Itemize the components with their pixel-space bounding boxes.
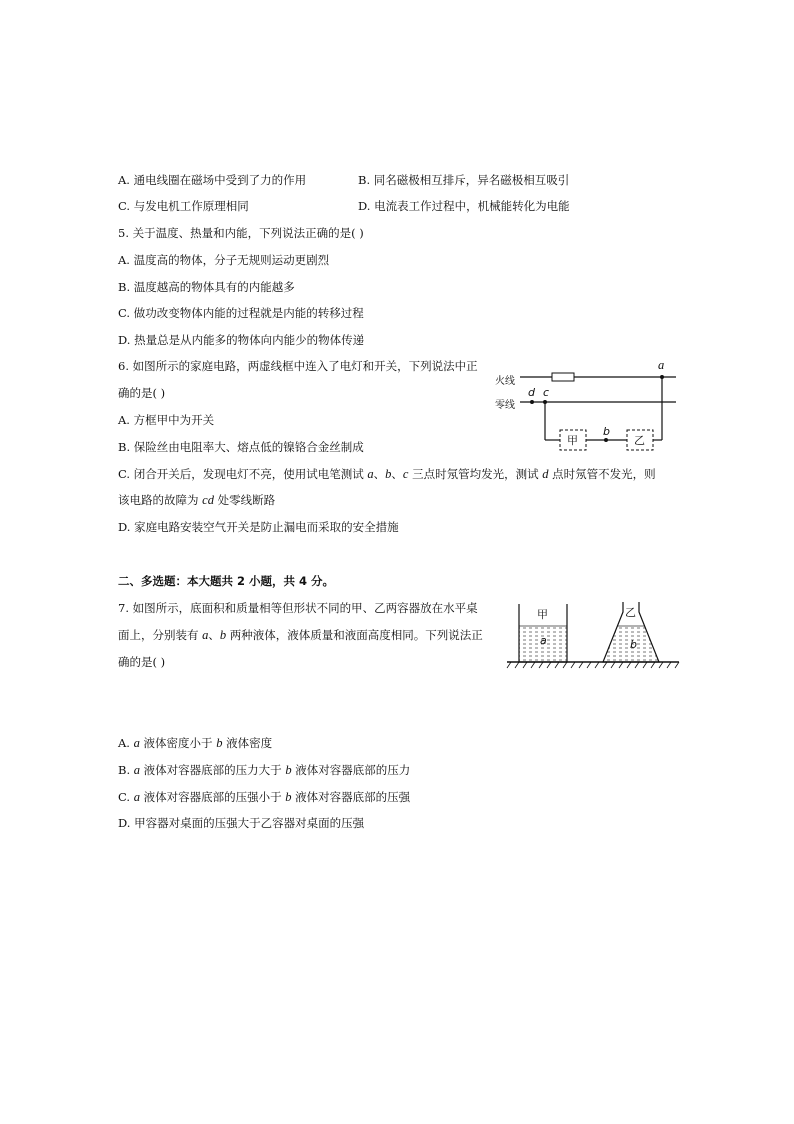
q7-option-d: D. 甲容器对桌面的压强大于乙容器对桌面的压强 (118, 816, 365, 830)
container-jia-label: 甲 (537, 608, 548, 621)
q6-option-d: D. 家庭电路安装空气开关是防止漏电而采取的安全措施 (118, 520, 399, 534)
q4-option-c: C. 与发电机工作原理相同 (118, 199, 249, 213)
q7-s2-text-1: 面上，分别装有 (118, 628, 203, 642)
q7-a-suffix: 液体密度 (222, 736, 273, 750)
q6-c2-text-1: 该电路的故障为 (118, 493, 203, 507)
q7-s2-var-b: b (219, 628, 227, 642)
q7-b-var-b: b (285, 763, 292, 777)
q6-c-var-a: a (367, 467, 374, 481)
q7-b-suffix: 液体对容器底部的压力 (291, 763, 411, 777)
q6-c-var-b: b (385, 467, 392, 481)
q7-c-var-a: a (133, 790, 140, 804)
q7-c-text: 液体对容器底部的压强小于 (139, 790, 286, 804)
neutral-wire-label: 零线 (495, 400, 515, 411)
point-a-label: a (658, 358, 665, 372)
q6-c-var-d: d (542, 467, 549, 481)
q7-stem-line2 (118, 627, 483, 643)
q6-c-var-c: c (402, 467, 409, 481)
q6-c-sep-1: 、 (373, 467, 386, 481)
q7-b-var-a: a (133, 763, 141, 777)
box-yi-label: 乙 (634, 434, 645, 447)
q7-s2-sep: 、 (208, 628, 220, 642)
box-jia-label: 甲 (567, 434, 578, 447)
q5-option-d: D. 热量总是从内能多的物体向内能少的物体传递 (118, 333, 365, 347)
point-c-label: c (543, 386, 550, 399)
q7-option-c (118, 789, 410, 805)
q6-c-text-3: 点时氖管不发光，则 (548, 467, 656, 481)
table-hatching (507, 662, 679, 668)
q7-a-var-b: b (216, 736, 223, 750)
liquid-b-label: b (630, 638, 637, 651)
q6-stem-line2: 确的是( ) (118, 386, 166, 400)
q4-option-b: B. 同名磁极相互排斥，异名磁极相互吸引 (358, 173, 570, 187)
q6-c-text-2: 三点时氖管均发光，测试 (408, 467, 543, 481)
live-wire-label: 火线 (495, 376, 515, 387)
container-yi-label: 乙 (625, 606, 636, 619)
q7-c-var-b: b (285, 790, 292, 804)
q7-s2-text-2: 两种液体，液体质量和液面高度相同。下列说法正 (226, 628, 483, 642)
section-2-title: 二、多选题：本大题共 2 小题，共 4 分。 (118, 574, 335, 588)
q7-s2-var-a: a (202, 628, 209, 642)
q6-c2-var-cd: cd (202, 493, 214, 507)
q7-a-text: 液体密度小于 (139, 736, 217, 750)
q7-a-var-a: a (133, 736, 140, 750)
q5-stem: 5. 关于温度、热量和内能，下列说法正确的是( ) (118, 226, 364, 240)
q6-option-c-line2 (118, 492, 275, 508)
q6-option-b: B. 保险丝由电阻率大、熔点低的镍铬合金丝制成 (118, 440, 364, 454)
point-d-label: d (528, 386, 535, 399)
liquid-a-label: a (540, 634, 547, 647)
q7-b-prefix: B. (118, 763, 134, 777)
fuse (552, 373, 574, 381)
q7-containers-figure (505, 598, 683, 672)
q7-c-prefix: C. (118, 790, 134, 804)
q5-option-a: A. 温度高的物体，分子无规则运动更剧烈 (118, 253, 330, 267)
q7-c-suffix: 液体对容器底部的压强 (291, 790, 411, 804)
q4-option-d: D. 电流表工作过程中，机械能转化为电能 (358, 199, 570, 213)
q4-option-a: A. 通电线圈在磁场中受到了力的作用 (118, 173, 307, 187)
q7-option-b (118, 762, 410, 778)
q7-b-text: 液体对容器底部的压力大于 (140, 763, 286, 777)
q6-stem-line1: 6. 如图所示的家庭电路，两虚线框中连入了电灯和开关，下列说法中正 (118, 359, 478, 373)
q7-option-a (118, 735, 272, 751)
point-b-label: b (603, 425, 610, 438)
q6-circuit-diagram (492, 356, 680, 458)
q7-a-prefix: A. (118, 736, 134, 750)
q5-option-c: C. 做功改变物体内能的过程就是内能的转移过程 (118, 306, 364, 320)
q6-option-a: A. 方框甲中为开关 (118, 413, 215, 427)
q6-option-c-line1 (118, 466, 656, 482)
q7-stem-line3: 确的是( ) (118, 655, 166, 669)
point-d-dot (530, 400, 534, 404)
point-b-dot (604, 438, 608, 442)
q5-option-b: B. 温度越高的物体具有的内能越多 (118, 280, 295, 294)
q6-c-text-1: C. 闭合开关后，发现电灯不亮，使用试电笔测试 (118, 467, 368, 481)
q7-stem-line1: 7. 如图所示，底面积和质量相等但形状不同的甲、乙两容器放在水平桌 (118, 601, 478, 615)
q6-c-sep-2: 、 (391, 467, 403, 481)
q6-c2-text-2: 处零线断路 (213, 493, 276, 507)
